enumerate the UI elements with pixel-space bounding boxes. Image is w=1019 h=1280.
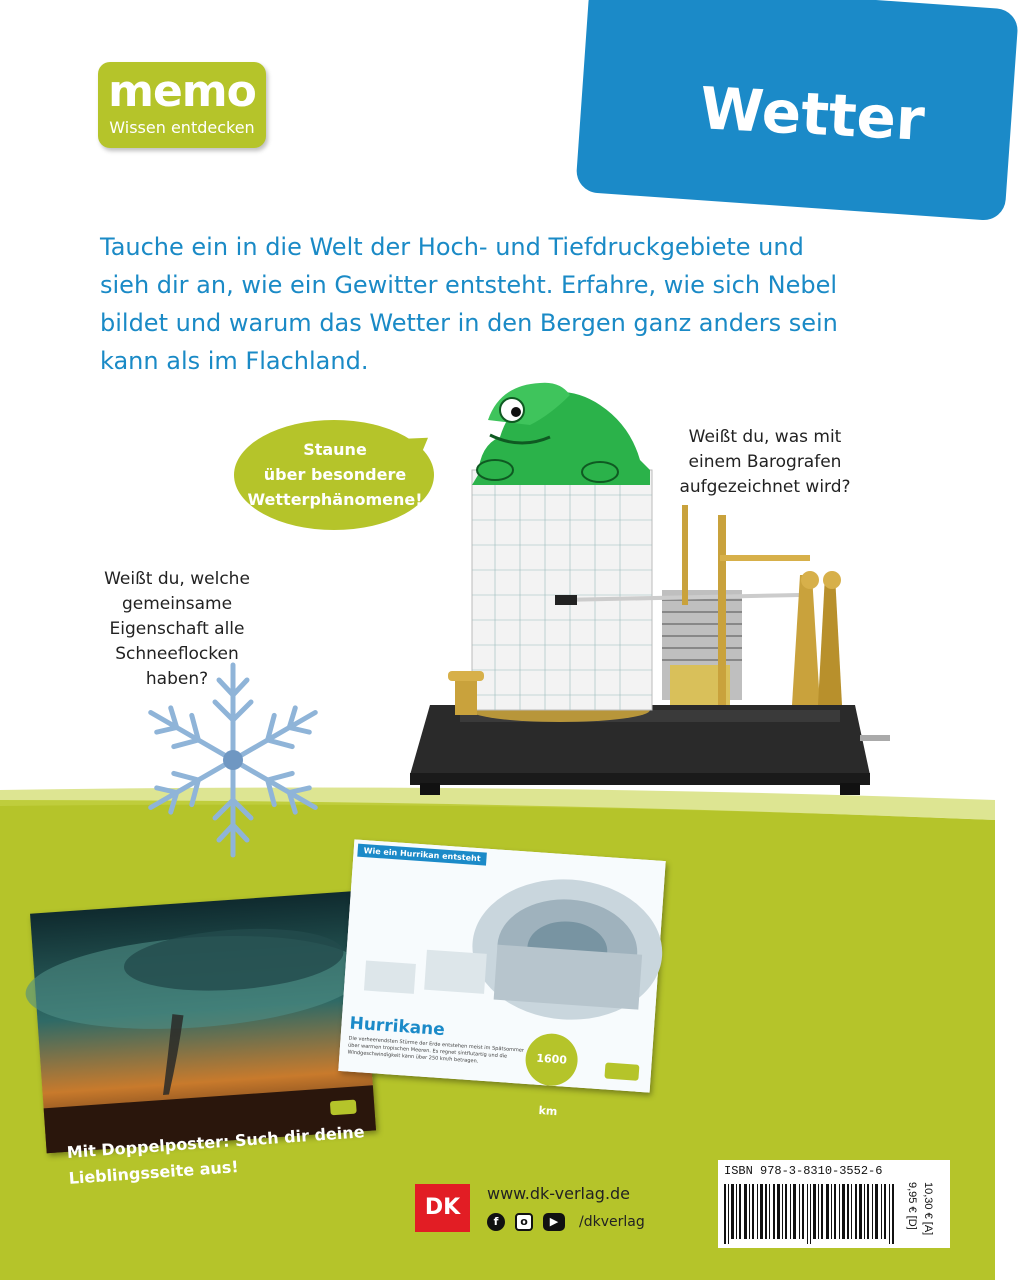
poster-title: Hurrikane bbox=[348, 1013, 446, 1041]
question-line: Eigenschaft alle bbox=[109, 619, 245, 639]
price-austria: 10,30 € [A] bbox=[922, 1182, 934, 1236]
facebook-icon[interactable]: f bbox=[487, 1213, 505, 1231]
barcode-box bbox=[718, 1160, 950, 1248]
logo-subtitle: Wissen entdecken bbox=[109, 118, 255, 137]
question-line: Weißt du, was mit bbox=[688, 427, 842, 447]
publisher-url[interactable]: www.dk-verlag.de bbox=[487, 1184, 631, 1203]
social-links bbox=[487, 1213, 645, 1231]
social-handle[interactable]: /dkverlag bbox=[579, 1214, 645, 1230]
question-line: haben? bbox=[145, 669, 209, 689]
bubble-line: Staune bbox=[303, 440, 367, 459]
poster-badge: 1600 km bbox=[524, 1032, 580, 1088]
bubble-line: Wetterphänomene! bbox=[247, 490, 423, 509]
question-line: einem Barografen bbox=[688, 452, 842, 472]
intro-text: Tauche ein in die Welt der Hoch- und Tiefdruckgebiete und sieh dir an, wie ein Gewitter entsteht. Erfahre, wie sich Nebel bildet und warum das Wetter in den Bergen ganz anders sein kann als im Flachland. bbox=[100, 233, 838, 375]
isbn: ISBN 978-3-8310-3552-6 bbox=[724, 1164, 883, 1178]
book-title: Wetter bbox=[698, 74, 927, 154]
instagram-icon[interactable]: o bbox=[515, 1213, 533, 1231]
barcode-image bbox=[722, 1184, 900, 1244]
question-line: gemeinsame bbox=[121, 594, 233, 614]
price-germany: 9,95 € [D] bbox=[906, 1182, 918, 1230]
memo-logo bbox=[98, 62, 266, 148]
question-line: aufgezeichnet wird? bbox=[679, 477, 851, 497]
dk-logo: DK bbox=[415, 1184, 470, 1232]
youtube-icon[interactable]: ▶ bbox=[543, 1213, 565, 1231]
barograph-image bbox=[400, 375, 890, 805]
question-line: Weißt du, welche bbox=[104, 569, 250, 589]
caption-line: Mit Doppelposter: Such dir deine bbox=[66, 1122, 366, 1162]
logo-word: memo bbox=[108, 66, 256, 117]
bubble-line: über besondere bbox=[263, 465, 407, 484]
poster-body: Die verheerendsten Stürme der Erde entstehen meist im Spätsommer über warmen tropischen Meeren. Es regnet sintflutartig und die Windgeschwindigkeit kann über 250 km/h betragen. bbox=[347, 1035, 525, 1065]
poster-heading: Wie ein Hurrikan entsteht bbox=[357, 844, 487, 866]
price-column bbox=[904, 1182, 944, 1246]
question-line: Schneeflocken bbox=[115, 644, 239, 664]
caption-line: Lieblingsseite aus! bbox=[68, 1157, 240, 1188]
poster-preview bbox=[338, 839, 665, 1119]
tornado-image bbox=[30, 891, 376, 1153]
tornado-photo bbox=[30, 891, 376, 1153]
snowflake-image bbox=[118, 660, 348, 860]
